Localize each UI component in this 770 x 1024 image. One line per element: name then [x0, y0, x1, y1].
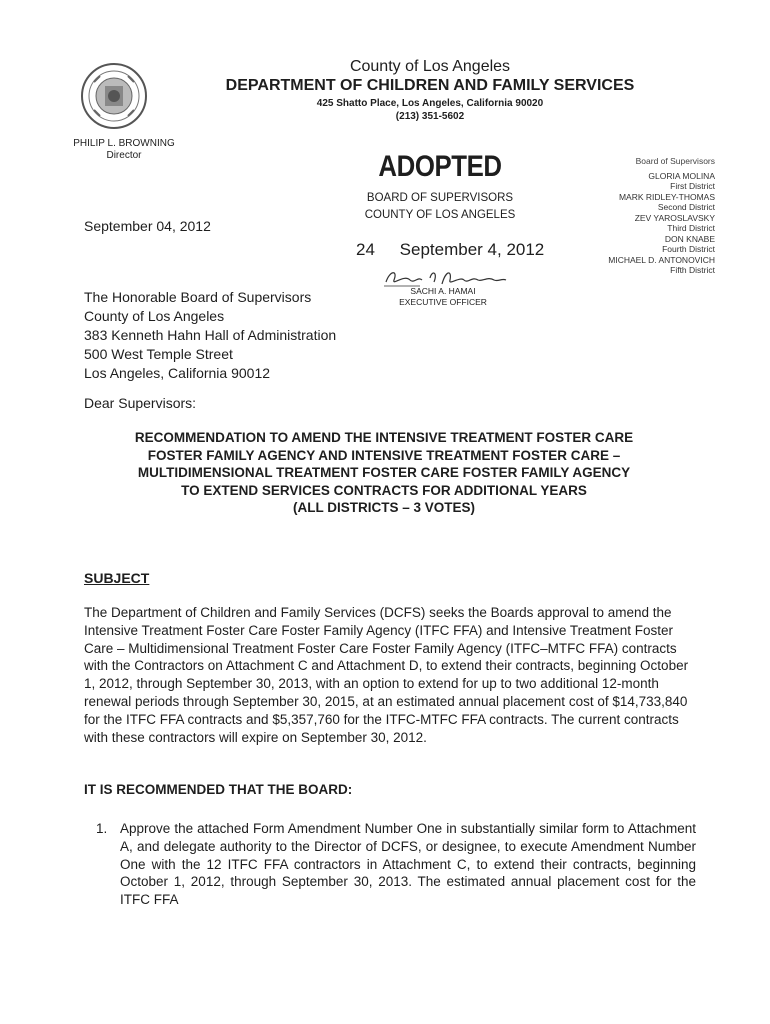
letter-date: September 04, 2012: [84, 218, 211, 234]
recommendation-item: [96, 820, 696, 909]
county-seal-image: [80, 62, 148, 130]
addressee-line: 383 Kenneth Hahn Hall of Administration: [84, 327, 337, 343]
board-member-district: Third District: [667, 223, 715, 233]
board-member-district: Fourth District: [662, 244, 715, 254]
stamp-board-line1: BOARD OF SUPERVISORS: [366, 192, 514, 204]
recommendation-title-line: TO EXTEND SERVICES CONTRACTS FOR ADDITIONAL YEARS: [181, 482, 587, 498]
recommended-heading: IT IS RECOMMENDED THAT THE BOARD:: [84, 782, 353, 797]
board-of-supervisors-list: [525, 156, 715, 276]
recommendation-item-text: Approve the attached Form Amendment Number One in substantially similar form to Attachment A, and delegate authority to the Director of DCFS, or designee, to execute Amendment Number One with the 12 ITFC FFA contractors in Attachment C, to extend their contracts, beginning October 1, 2012, through September 30, 2013. The estimated annual placement cost for the ITFC FFA: [120, 821, 696, 908]
board-member-name: MARK RIDLEY-THOMAS: [618, 191, 715, 202]
signer-block: [380, 286, 506, 308]
stamp-board-line2: COUNTY OF LOS ANGELES: [364, 209, 516, 221]
director-name: PHILIP L. BROWNING: [73, 138, 175, 149]
board-member-name: GLORIA MOLINA: [648, 170, 715, 181]
recommendation-title-line: FOSTER FAMILY AGENCY AND INTENSIVE TREATMENT FOSTER CARE –: [147, 447, 621, 463]
agenda-line: [356, 240, 544, 260]
board-member-name: MICHAEL D. ANTONOVICH: [608, 254, 715, 265]
recommendation-title-line: RECOMMENDATION TO AMEND THE INTENSIVE TREATMENT FOSTER CARE: [134, 430, 634, 445]
department-phone: (213) 351-5602: [395, 111, 465, 122]
agenda-number: 24: [356, 240, 375, 259]
department-name: DEPARTMENT OF CHILDREN AND FAMILY SERVICES: [225, 77, 635, 94]
county-name: County of Los Angeles: [349, 58, 511, 75]
board-member-name: DON KNABE: [664, 233, 715, 244]
signer-title: EXECUTIVE OFFICER: [399, 297, 487, 307]
board-member: [525, 192, 715, 213]
adopted-stamp: [355, 150, 525, 224]
recommendation-title-line: MULTIDIMENSIONAL TREATMENT FOSTER CARE FOSTER FAMILY AGENCY: [137, 465, 631, 480]
adopted-label: ADOPTED: [378, 150, 502, 183]
director-block: [65, 138, 183, 162]
board-member-district: Second District: [657, 202, 715, 212]
agenda-date: September 4, 2012: [399, 240, 545, 259]
signer-name: SACHI A. HAMAI: [410, 286, 476, 296]
addressee-line: County of Los Angeles: [84, 308, 225, 324]
board-member: [525, 213, 715, 234]
board-member-district: Fifth District: [670, 265, 715, 275]
recommendation-title-line: (ALL DISTRICTS – 3 VOTES): [292, 500, 476, 515]
addressee-line: The Honorable Board of Supervisors: [84, 289, 312, 305]
recommendation-title: [84, 429, 684, 517]
board-title: Board of Supervisors: [635, 156, 715, 166]
addressee-block: [84, 288, 336, 383]
subject-body: The Department of Children and Family Services (DCFS) seeks the Boards approval to amend the Intensive Treatment Foster Care Foster Family Agency (ITFC FFA) and Intensive Treatment Foster Care – Multidimensional Treatment Foster Care Foster Family Agency (ITFC–MTFC FFA) contracts with the Contractors on Attachment C and Attachment D, to extend their contracts, beginning October 1, 2012, through September 30, 2013, with an option to extend for up to two additional 12-month renewal periods through September 30, 2015, at an estimated annual placement cost of $14,733,840 for the ITFC FFA contracts and $5,357,760 for the ITFC-MTFC FFA contracts. The current contracts with these contractors will expire on September 30, 2012.: [84, 605, 689, 745]
board-member-name: ZEV YAROSLAVSKY: [634, 212, 715, 223]
subject-heading: SUBJECT: [84, 570, 150, 586]
addressee-line: Los Angeles, California 90012: [84, 365, 271, 381]
salutation: Dear Supervisors:: [84, 395, 197, 411]
board-member: [525, 255, 715, 276]
board-member: [525, 234, 715, 255]
board-member-district: First District: [670, 181, 715, 191]
board-member: [525, 171, 715, 192]
recommendation-item-number: 1.: [96, 821, 108, 836]
addressee-line: 500 West Temple Street: [84, 346, 233, 362]
department-address: 425 Shatto Place, Los Angeles, California 90020: [316, 98, 544, 109]
director-title: Director: [106, 150, 142, 161]
